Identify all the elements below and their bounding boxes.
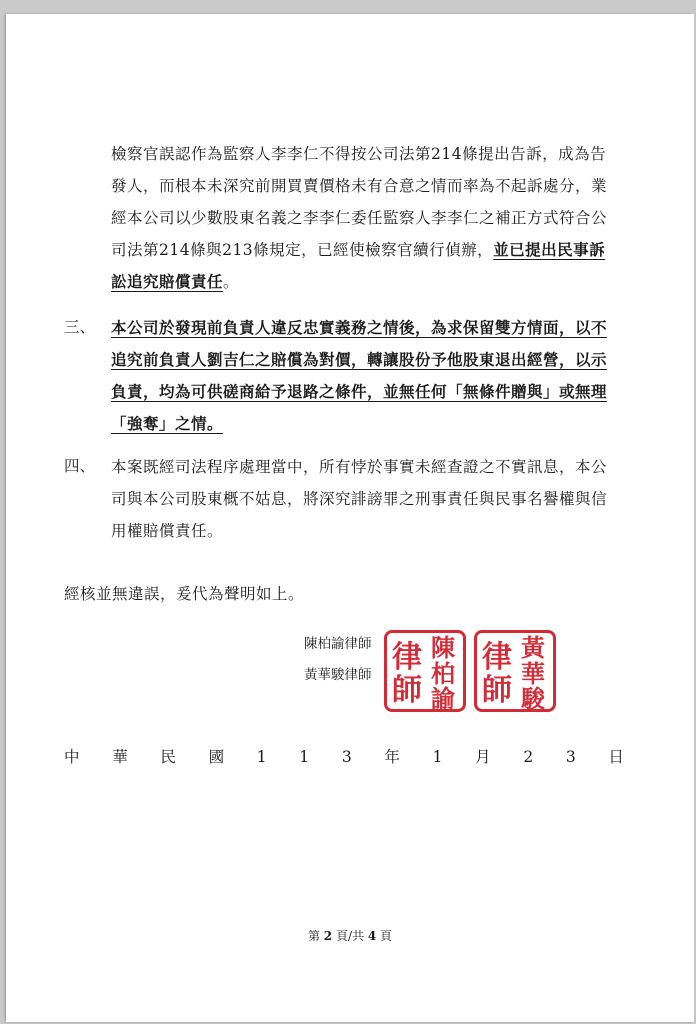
text-line: 經本公司以少數股東名義之李李仁委任監察人李李仁之補正方式符合公 xyxy=(111,209,608,227)
lawyer-name-2: 黃華駿律師 xyxy=(304,667,372,683)
item-number-4: 四、 xyxy=(64,457,96,475)
text-line: 本公司於發現前負責人違反忠實義務之情後，為求保留雙方情面，以不 xyxy=(111,318,608,337)
paragraph-continuation xyxy=(111,138,611,298)
seal-text-small: 黃 華 駿 xyxy=(521,633,545,713)
seal-text-small: 陳 柏 諭 xyxy=(431,633,455,713)
date-char: 1 xyxy=(299,748,310,766)
text-line: 用權賠償責任。 xyxy=(111,522,224,540)
date-char: 日 xyxy=(608,748,624,766)
seal-text-large: 律 師 xyxy=(482,640,512,708)
lawyer-name-1: 陳柏諭律師 xyxy=(304,636,372,652)
date-char: 3 xyxy=(565,748,576,766)
item-number-3: 三、 xyxy=(64,318,96,336)
page-number-footer xyxy=(6,926,694,946)
text-line: 追究前負責人劉吉仁之賠償為對價，轉讓股份予他股東退出經營，以示 xyxy=(111,350,608,369)
text-line xyxy=(111,234,611,266)
date-char: 華 xyxy=(112,748,128,766)
text-line: 發人，而根本未深究前開買賣價格未有合意之情而率為不起訴處分，業 xyxy=(111,177,608,195)
item-3-text xyxy=(111,312,611,440)
date-char: 民 xyxy=(160,748,176,766)
footer-prefix: 第 xyxy=(307,929,320,943)
footer-middle: 頁/共 xyxy=(335,929,365,943)
emphasis-text: 訟追究賠償責任 xyxy=(111,272,224,291)
date-char: 3 xyxy=(341,748,352,766)
seal-text-large: 律 師 xyxy=(392,640,422,708)
text-line: 「強奪」之情。 xyxy=(111,414,224,433)
text-line xyxy=(111,266,611,298)
date-char: 月 xyxy=(475,748,491,766)
emphasis-text: 並已提出民事訴 xyxy=(493,240,606,259)
text-line: 檢察官誤認作為監察人李李仁不得按公司法第214條提出告訴，成為告 xyxy=(111,145,607,163)
text-line: 負責，均為可供磋商給予退路之條件，並無任何「無條件贈與」或無理 xyxy=(111,382,608,401)
date-char: 2 xyxy=(523,748,534,766)
date-char: 年 xyxy=(384,748,400,766)
date-line xyxy=(64,742,624,772)
text-line: 本案既經司法程序處理當中，所有悖於事實未經查證之不實訊息，本公 xyxy=(111,458,608,476)
document-page xyxy=(6,14,694,1022)
seal-stamp-2 xyxy=(474,630,556,712)
closing-statement: 經核並無違誤，爰代為聲明如上。 xyxy=(64,585,305,603)
date-char: 1 xyxy=(256,748,267,766)
text-segment: 司法第214條與213條規定，已經使檢察官續行偵辦， xyxy=(111,241,494,259)
footer-suffix: 頁 xyxy=(380,929,393,943)
date-char: 中 xyxy=(64,748,80,766)
current-page: 2 xyxy=(323,929,333,943)
item-4-text xyxy=(111,451,611,547)
date-char: 國 xyxy=(208,748,225,766)
end-mark: 。 xyxy=(223,273,240,291)
date-char: 1 xyxy=(432,748,443,766)
total-pages: 4 xyxy=(367,929,377,943)
seal-stamp-1 xyxy=(384,630,466,712)
text-line: 司與本公司股東概不姑息，將深究誹謗罪之刑事責任與民事名譽權與信 xyxy=(111,490,608,508)
